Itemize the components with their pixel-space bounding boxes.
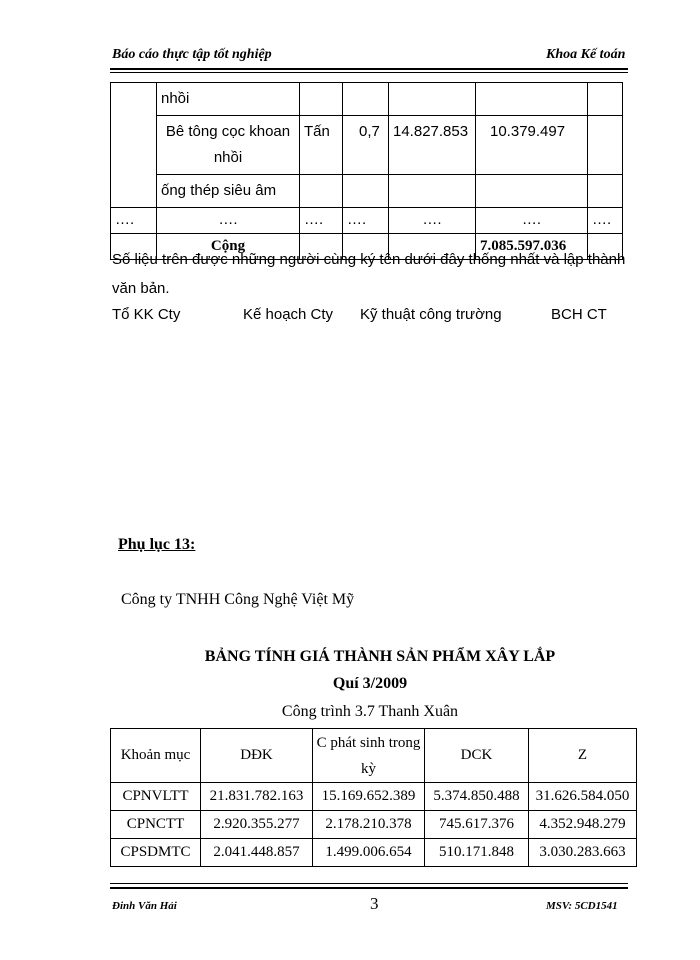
table-cell: ống thép siêu âm [157,175,300,208]
signature-site-management: BCH CT [551,306,607,323]
table-cell: CPNCTT [111,811,201,839]
signature-planning: Kế hoạch Cty [243,306,334,323]
project-label: Công trình 3.7 Thanh Xuân [281,703,459,720]
table-cell: 510.171.848 [425,839,529,867]
table-cell: 15.169.652.389 [313,783,425,811]
table-cell [111,83,157,208]
table-cell: 5.374.850.488 [425,783,529,811]
header-right: Khoa Kế toán [546,47,626,62]
table-cell: 31.626.584.050 [529,783,637,811]
table-row [111,116,623,175]
table-header-row [111,729,637,783]
table-cell: …. [111,208,157,234]
table-cell: Bê tông cọc khoan nhồi [157,116,300,175]
table-cell: 2.920.355.277 [201,811,313,839]
table-row [111,175,623,208]
agreement-text-line1: Số liệu trên được những người cùng ký tên dưới đây thống nhất và lập thành [112,251,626,268]
footer-rule [110,887,628,889]
table-cell: nhồi [157,83,300,116]
header-rule [110,68,628,70]
table-cell: Cộng [157,234,300,260]
table-cell: 4.352.948.279 [529,811,637,839]
table-cell: CPNVLTT [111,783,201,811]
table-cell: …. [389,208,476,234]
footer-rule-thin [110,883,628,884]
table-row [111,83,623,116]
table-cell: 0,7 [343,116,389,175]
table-cell [343,83,389,116]
signature-site-engineering: Kỹ thuật công trường [360,306,502,323]
cost-table-title: BẢNG TÍNH GIÁ THÀNH SẢN PHẨM XÂY LẮP [204,648,556,665]
table-cell [389,83,476,116]
table-cell [476,175,588,208]
header-left: Báo cáo thực tập tốt nghiệp [112,47,272,62]
table-cell: …. [476,208,588,234]
table-cell [588,83,623,116]
table-cell: 7.085.597.036 [476,234,588,260]
table-cell: 1.499.006.654 [313,839,425,867]
cost-table [110,728,637,867]
materials-table [110,82,623,260]
table-cell: 21.831.782.163 [201,783,313,811]
table-row [111,783,637,811]
column-header: DĐK [201,729,313,783]
header-rule-thin [110,72,628,73]
appendix-title: Phụ lục 13: [118,536,196,553]
signature-inventory: Tổ KK Cty [112,306,181,323]
table-cell: 14.827.853 [389,116,476,175]
table-cell: 3.030.283.663 [529,839,637,867]
column-header: Z [529,729,637,783]
column-header: C phát sinh trong kỳ [313,729,425,783]
table-cell: 10.379.497 [476,116,588,175]
table-cell [343,175,389,208]
footer-student-id: MSV: 5CD1541 [546,900,618,912]
table-cell: …. [300,208,343,234]
table-cell: …. [343,208,389,234]
table-cell [389,175,476,208]
table-cell: 745.617.376 [425,811,529,839]
column-header: DCK [425,729,529,783]
table-cell: …. [588,208,623,234]
company-name: Công ty TNHH Công Nghệ Việt Mỹ [121,591,355,608]
table-row [111,811,637,839]
agreement-text-line2: văn bản. [112,280,170,297]
table-cell: 2.041.448.857 [201,839,313,867]
table-cell [588,175,623,208]
table-cell [588,116,623,175]
table-cell [300,83,343,116]
table-cell: Tấn [300,116,343,175]
page-number: 3 [370,894,379,913]
column-header: Khoản mục [111,729,201,783]
table-cell: …. [157,208,300,234]
table-row [111,208,623,234]
table-cell [476,83,588,116]
footer-author: Đinh Văn Hải [112,900,177,912]
table-row [111,839,637,867]
table-cell: 2.178.210.378 [313,811,425,839]
quarter-label: Quí 3/2009 [332,675,408,692]
table-cell [300,175,343,208]
table-cell: CPSDMTC [111,839,201,867]
